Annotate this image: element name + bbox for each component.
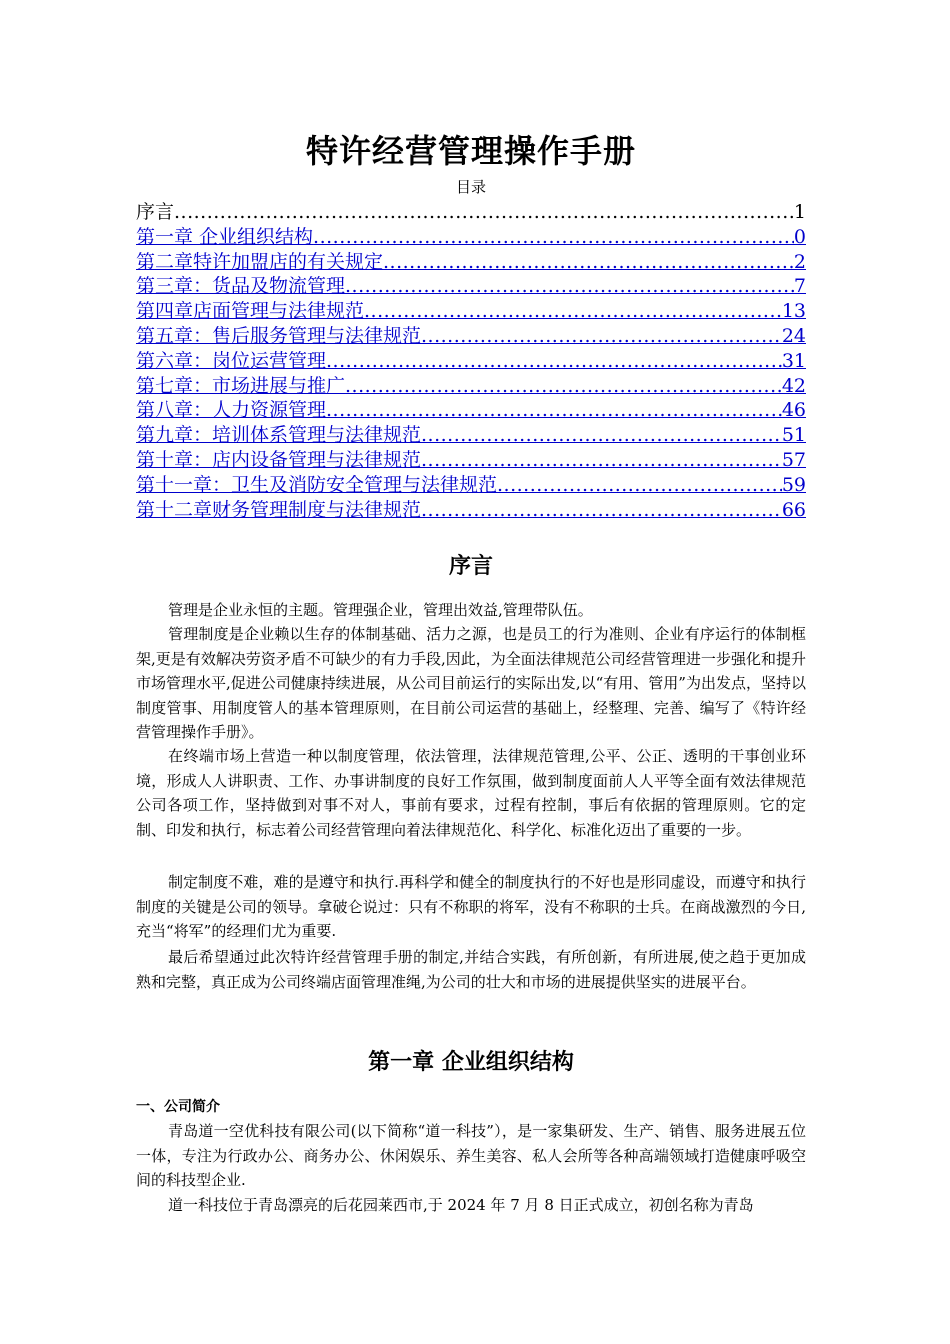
- toc-link-chapter-4[interactable]: [136, 299, 806, 324]
- toc-entry-page: 1: [793, 201, 806, 223]
- toc-heading: 目录: [455, 178, 486, 196]
- toc-leader-dots: [421, 423, 782, 448]
- toc-link-chapter-7[interactable]: [136, 374, 806, 399]
- toc-entry-label: 第十章：店内设备管理与法律规范: [136, 448, 422, 471]
- toc-leader-dots: [364, 299, 782, 324]
- document-title: 特许经营管理操作手册: [305, 132, 636, 170]
- toc-entry-label: 第六章：岗位运营管理: [136, 349, 327, 372]
- table-of-contents: [136, 200, 806, 522]
- preface-paragraph: 管理制度是企业赖以生存的体制基础、活力之源，也是员工的行为准则、企业有序运行的体制框架,更是有效解决劳资矛盾不可缺少的有力手段,因此，为全面法律规范公司经营管理进一步强化和提升市场管理水平,促进公司健康持续进展，从公司目前运行的实际出发,以“有用、管用”为出发点，坚持以制度管事、用制度管人的基本管理原则，在目前公司运营的基础上，经整理、完善、编写了《特许经营管理操作手册》。: [136, 625, 806, 741]
- toc-leader-dots: [174, 200, 794, 225]
- toc-link-chapter-10[interactable]: [136, 448, 806, 473]
- preface-paragraph: 最后希望通过此次特许经营管理手册的制定,并结合实践，有所创新，有所进展,使之趋于更加成熟和完整，真正成为公司终端店面管理准绳,为公司的壮大和市场的进展提供坚实的进展平台。: [136, 948, 806, 991]
- toc-leader-dots: [326, 398, 782, 423]
- toc-entry-page: 0: [793, 225, 806, 248]
- toc-leader-dots: [313, 225, 794, 250]
- toc-entry-page: 7: [793, 275, 806, 298]
- toc-link-chapter-1[interactable]: [136, 225, 806, 250]
- toc-link-chapter-11[interactable]: [136, 473, 806, 498]
- toc-entry-label: 第五章：售后服务管理与法律规范: [136, 324, 422, 347]
- toc-entry-label: 第四章店面管理与法律规范: [136, 300, 365, 323]
- toc-leader-dots: [326, 349, 782, 374]
- preface-paragraph: 管理是企业永恒的主题。管理强企业，管理出效益,管理带队伍。: [168, 601, 593, 619]
- toc-entry-page: 13: [781, 300, 806, 323]
- toc-entry-page: 59: [781, 473, 806, 496]
- toc-link-chapter-6[interactable]: [136, 349, 806, 374]
- toc-leader-dots: [345, 374, 782, 399]
- toc-entry-label: 第七章：市场进展与推广: [136, 374, 346, 397]
- toc-entry-label: 第十二章财务管理制度与法律规范: [136, 498, 422, 521]
- company-intro-heading: 一、公司简介: [136, 1099, 220, 1115]
- toc-leader-dots: [421, 448, 782, 473]
- toc-entry-preface: [136, 200, 806, 225]
- chapter-1-title: 第一章 企业组织结构: [368, 1050, 574, 1075]
- toc-entry-label: 第二章特许加盟店的有关规定: [136, 250, 384, 273]
- chapter-1-paragraph: 青岛道一空优科技有限公司(以下简称“道一科技”），是一家集研发、生产、销售、服务进展五位一体，专注为行政办公、商务办公、休闲娱乐、养生美容、私人会所等各种高端领域打造健康呼吸空间的科技型企业.: [136, 1122, 806, 1189]
- toc-leader-dots: [345, 274, 794, 299]
- toc-entry-label: 第九章：培训体系管理与法律规范: [136, 424, 422, 447]
- toc-entry-page: 66: [781, 498, 806, 521]
- toc-link-chapter-12[interactable]: [136, 498, 806, 523]
- toc-entry-label: 第一章 企业组织结构: [136, 225, 314, 248]
- toc-link-chapter-3[interactable]: [136, 274, 806, 299]
- toc-link-chapter-5[interactable]: [136, 324, 806, 349]
- preface-title: 序言: [448, 554, 493, 579]
- toc-entry-page: 42: [781, 374, 806, 397]
- toc-entry-page: 2: [793, 250, 806, 273]
- toc-leader-dots: [383, 250, 794, 275]
- preface-paragraph: 制定制度不难，难的是遵守和执行.再科学和健全的制度执行的不好也是形同虚设，而遵守和执行制度的关键是公司的领导。拿破仑说过：只有不称职的将军，没有不称职的士兵。在商战激烈的今日,充当“将军”的经理们尤为重要.: [136, 873, 806, 940]
- toc-entry-label: 第三章：货品及物流管理: [136, 275, 346, 298]
- toc-entry-page: 57: [781, 448, 806, 471]
- toc-link-chapter-9[interactable]: [136, 423, 806, 448]
- toc-entry-page: 51: [781, 424, 806, 447]
- toc-leader-dots: [421, 324, 782, 349]
- toc-entry-page: 31: [781, 349, 806, 372]
- toc-entry-page: 46: [781, 399, 806, 422]
- toc-link-chapter-8[interactable]: [136, 398, 806, 423]
- toc-leader-dots: [497, 473, 782, 498]
- toc-entry-label: 第八章：人力资源管理: [136, 399, 327, 422]
- toc-entry-page: 24: [781, 324, 806, 347]
- chapter-1-paragraph: 道一科技位于青岛漂亮的后花园莱西市,于 2024 年 7 月 8 日正式成立，初创名称为青岛: [168, 1196, 754, 1214]
- preface-paragraph: 在终端市场上营造一种以制度管理，依法管理，法律规范管理,公平、公正、透明的干事创业环境，形成人人讲职责、工作、办事讲制度的良好工作氛围，做到制度面前人人平等全面有效法律规范公司各项工作，坚持做到对事不对人，事前有要求，过程有控制，事后有依据的管理原则。它的定制、印发和执行，标志着公司经营管理向着法律规范化、科学化、标准化迈出了重要的一步。: [136, 747, 806, 839]
- toc-leader-dots: [421, 498, 782, 523]
- toc-entry-label: 序言: [136, 201, 175, 223]
- toc-entry-label: 第十一章：卫生及消防安全管理与法律规范: [136, 473, 498, 496]
- toc-link-chapter-2[interactable]: [136, 250, 806, 275]
